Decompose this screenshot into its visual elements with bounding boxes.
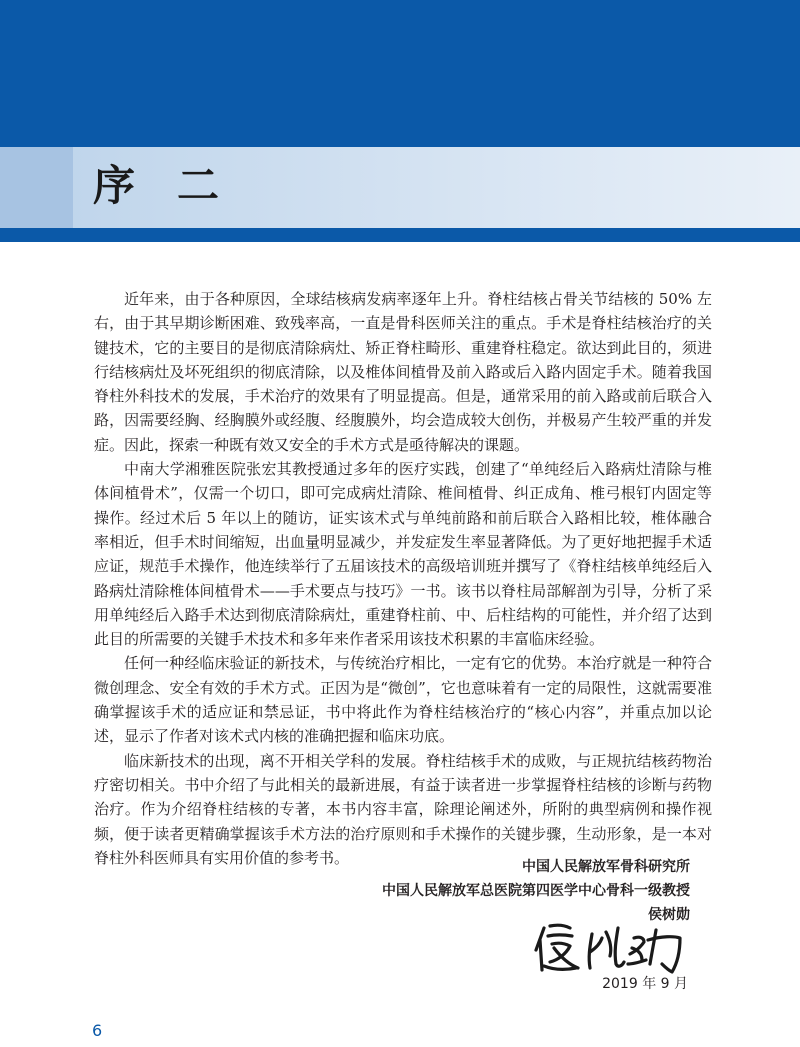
- handwritten-signature: [530, 918, 695, 976]
- paragraph-2: 中南大学湘雅医院张宏其教授通过多年的医疗实践，创建了“单纯经后入路病灶清除与椎体间植骨术”，仅需一个切口，即可完成病灶清除、椎间植骨、纠正成角、椎弓根钉内固定等操作。经过术后 5 年以上的随访，证实该术式与单纯前路和前后联合入路相比较，椎体融合率相近，但手术时间缩短，出血量明显减少，并发症发生率显著降低。为了更好地把握手术适应证，规范手术操作，他连续举行了五届该技术的高级培训班并撰写了《脊柱结核单纯经后入路病灶清除椎体间植骨术——手术要点与技巧》一书。该书以脊柱局部解剖为引导，分析了采用单纯经后入路手术达到彻底清除病灶，重建脊柱前、中、后柱结构的可能性，并介绍了达到此目的所需要的关键手术技术和多年来作者采用该技术积累的丰富临床经验。: [94, 460, 712, 649]
- paragraph-1: 近年来，由于各种原因，全球结核病发病率逐年上升。脊柱结核占骨关节结核的 50% 左右，由于其早期诊断困难、致残率高，一直是骨科医师关注的重点。手术是脊柱结核治疗的关键技术，它的主要目的是彻底清除病灶、矫正脊柱畸形、重建脊柱稳定。欲达到此目的，须进行结核病灶及坏死组织的彻底清除，以及椎体间植骨及前入路或后入路内固定手术。随着我国脊柱外科技术的发展，手术治疗的效果有了明显提高。但是，通常采用的前入路或前后联合入路，因需要经胸、经胸膜外或经腹、经腹膜外，均会造成较大创伤，并极易产生较严重的并发症。因此，探索一种既有效又安全的手术方式是亟待解决的课题。: [94, 290, 712, 454]
- header-bottom-stripe: [0, 228, 800, 242]
- signature-date: 2019 年 9 月: [602, 976, 688, 992]
- signature-author: 侯树勋: [648, 907, 690, 923]
- header-blue-band: [0, 0, 800, 147]
- paragraph-3: 任何一种经临床验证的新技术，与传统治疗相比，一定有它的优势。本治疗就是一种符合微创理念、安全有效的手术方式。正因为是“微创”，它也意味着有一定的局限性，这就需要准确掌握该手术的适应证和禁忌证，书中将此作为脊柱结核治疗的“核心内容”，并重点加以论述，显示了作者对该术式内核的准确把握和临床功底。: [94, 654, 712, 746]
- title-accent-block: [0, 147, 73, 228]
- signature-position: 中国人民解放军总医院第四医学中心骨科一级教授: [382, 883, 690, 899]
- page-number: 6: [92, 1021, 103, 1040]
- paragraph-4: 临床新技术的出现，离不开相关学科的发展。脊柱结核手术的成败，与正规抗结核药物治疗密切相关。书中介绍了与此相关的最新进展，有益于读者进一步掌握脊柱结核的诊断与药物治疗。作为介绍脊柱结核的专著，本书内容丰富，除理论阐述外，所附的典型病例和操作视频，便于读者更精确掌握该手术方法的治疗原则和手术操作的关键步骤，生动形象，是一本对脊柱外科医师具有实用价值的参考书。: [94, 751, 712, 867]
- page-title: 序 二: [93, 161, 220, 210]
- signature-block: [382, 855, 690, 927]
- preface-body: [94, 287, 712, 870]
- signature-institution: 中国人民解放军骨科研究所: [522, 859, 690, 875]
